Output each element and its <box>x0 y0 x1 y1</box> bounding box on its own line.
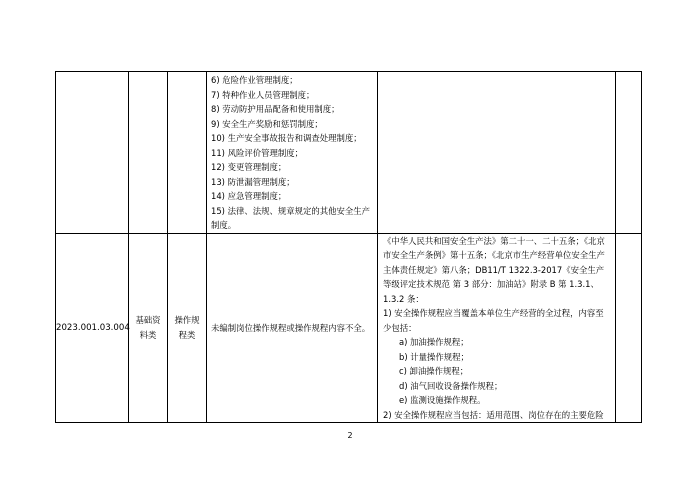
list-item: e) 监测设施操作规程。 <box>399 395 486 405</box>
basis-cell <box>378 233 616 423</box>
list-item: 15) 法律、法规、规章规定的其他安全生产制度。 <box>211 205 370 230</box>
list-item: 6) 危险作业管理制度； <box>211 75 298 85</box>
checklist-table <box>55 71 642 423</box>
list-item: 12) 变更管理制度； <box>211 162 287 172</box>
basis-sublist <box>383 335 611 408</box>
table-row <box>56 233 642 423</box>
category-cell-empty <box>129 72 168 234</box>
item-description: 未编制岗位操作规程或操作规程内容不全。 <box>211 322 371 333</box>
type-cell-empty <box>168 72 207 234</box>
item-category: 基础资料类 <box>129 233 168 423</box>
page-number: 2 <box>347 431 353 440</box>
requirements-cell <box>207 72 378 234</box>
basis-intro: 《中华人民共和国安全生产法》第二十一、二十五条；《北京市安全生产条例》第十五条；《北京市生产经营单位安全生产主体责任规定》第八条；DB11/T 1322.3-2017《安全生产等级评定技术规范 第 3 部分：加油站》附录 B 第 1.3.1、1.3.2 条： <box>383 235 605 304</box>
list-item: 13) 防泄漏管理制度； <box>211 176 295 187</box>
list-item: d) 油气回收设备操作规程； <box>399 380 503 391</box>
list-item: 8) 劳动防护用品配备和使用制度； <box>211 104 340 114</box>
list-item: 9) 安全生产奖励和惩罚制度； <box>211 118 323 129</box>
item-type: 操作规程类 <box>168 233 207 423</box>
basis-cell-empty <box>378 72 616 234</box>
list-item: c) 卸油操作规程； <box>399 366 469 376</box>
id-cell-empty <box>56 72 129 234</box>
item-description-cell <box>207 233 378 423</box>
basis-item-2: 2) 安全操作规程应当包括：适用范围、岗位存在的主要危险 <box>383 409 604 420</box>
requirements-list <box>207 72 377 233</box>
basis-item-1: 1) 安全操作规程应当覆盖本单位生产经营的全过程，内容至少包括： <box>383 308 604 333</box>
table-row <box>56 72 642 234</box>
item-id: 2023.001.03.004 <box>56 233 129 423</box>
list-item: 14) 应急管理制度； <box>211 191 287 201</box>
list-item: 7) 特种作业人员管理制度； <box>211 89 315 100</box>
list-item: a) 加油操作规程； <box>399 337 469 347</box>
list-item: b) 计量操作规程； <box>399 351 469 362</box>
list-item: 10) 生产安全事故报告和调查处理制度； <box>211 133 362 143</box>
extra-cell-empty <box>616 233 642 423</box>
extra-cell-empty <box>616 72 642 234</box>
list-item: 11) 风险评价管理制度； <box>211 147 303 158</box>
